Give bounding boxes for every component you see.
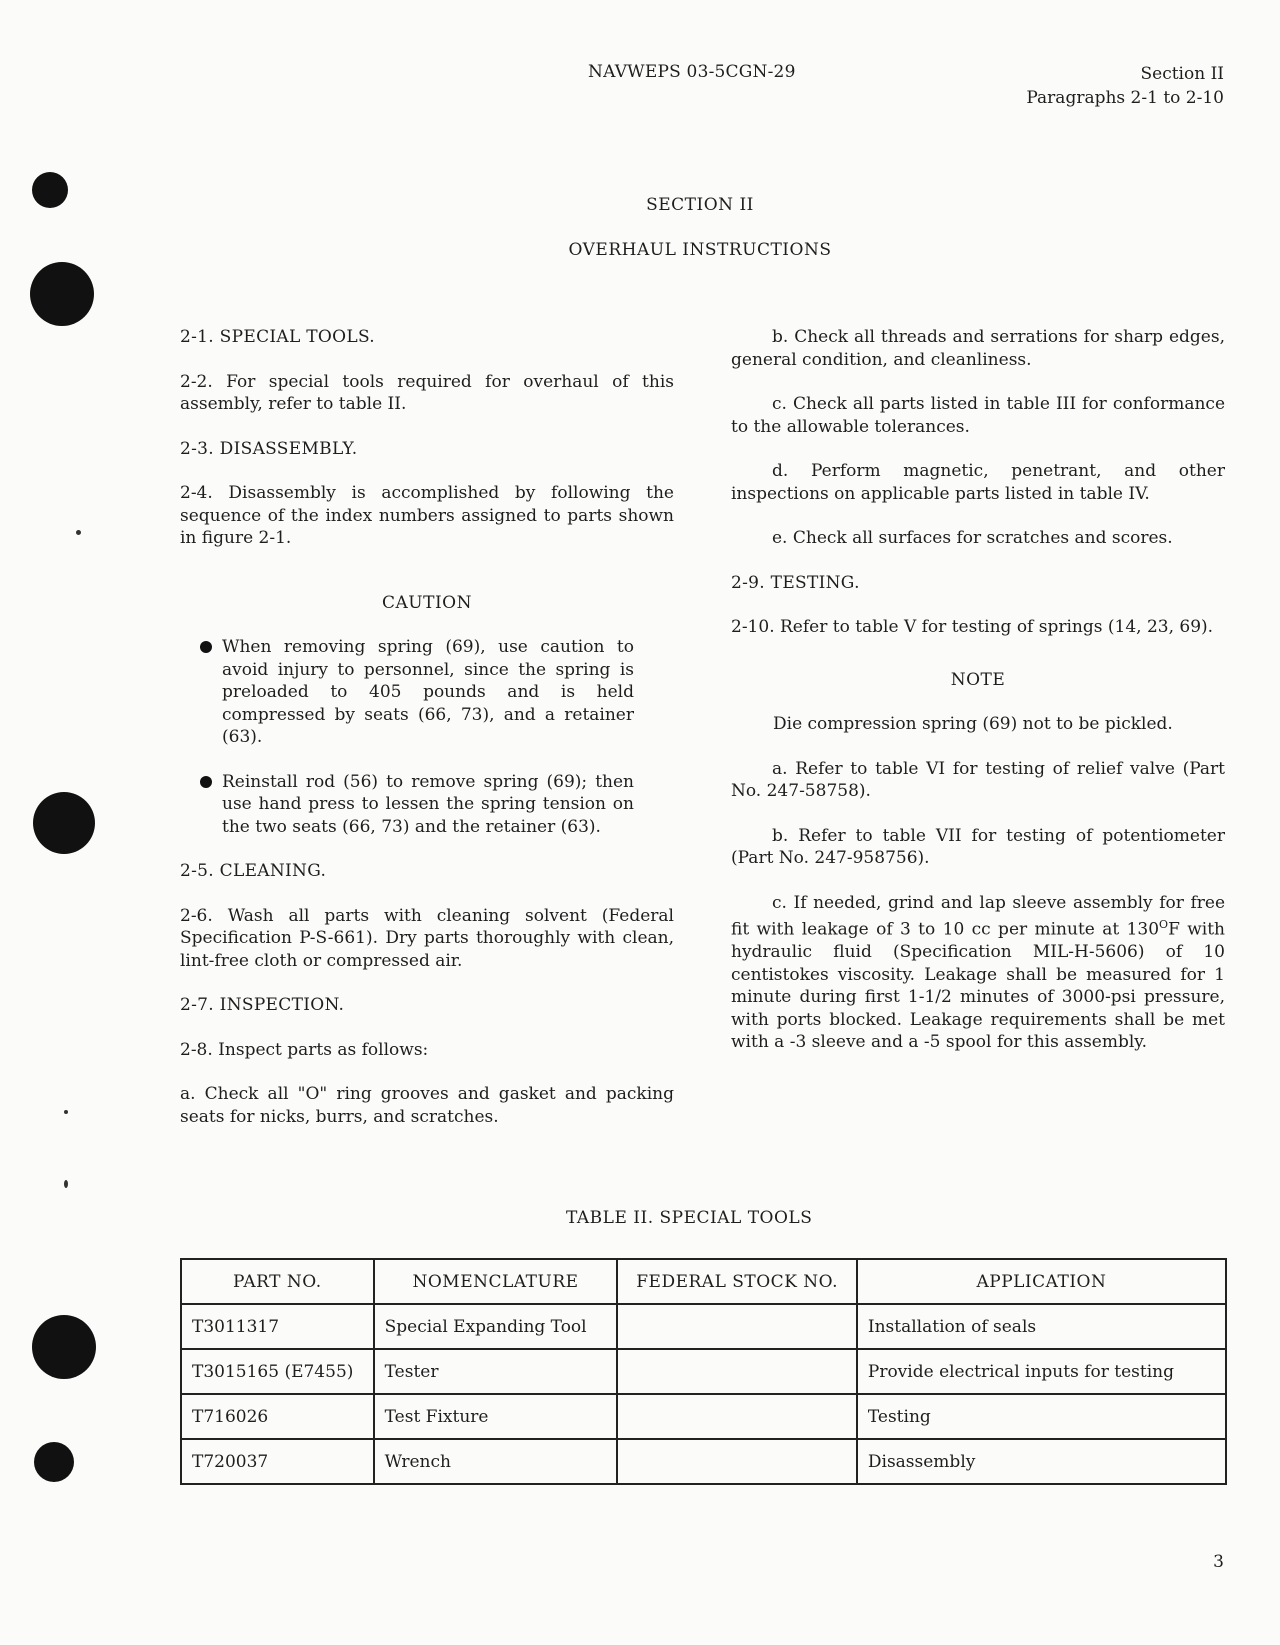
column-header: FEDERAL STOCK NO. xyxy=(617,1259,856,1304)
table-row xyxy=(181,1304,1226,1349)
part-no-cell: T720037 xyxy=(181,1439,374,1484)
table-row xyxy=(181,1349,1226,1394)
nomenclature-cell: Wrench xyxy=(374,1439,618,1484)
nomenclature-cell: Test Fixture xyxy=(374,1394,618,1439)
paragraphs-label: Paragraphs 2-1 to 2-10 xyxy=(1026,88,1224,108)
column-header: APPLICATION xyxy=(857,1259,1226,1304)
para-2-10c-part1: c. If needed, grind and lap sleeve assembly for free fit with leakage of 3 to 10 cc per minute at 130 xyxy=(731,892,1225,940)
part-no-cell: T3015165 (E7455) xyxy=(181,1349,374,1394)
special-tools-table xyxy=(180,1258,1227,1485)
bullet-icon xyxy=(200,776,212,788)
para-2-8: 2-8. Inspect parts as follows: xyxy=(180,1039,429,1060)
section-title: SECTION II xyxy=(646,195,754,215)
caution-item xyxy=(200,771,634,839)
para-2-7: 2-7. INSPECTION. xyxy=(180,995,345,1015)
section-reference xyxy=(1026,62,1224,110)
scan-speck xyxy=(64,1180,68,1188)
para-2-10: 2-10. Refer to table V for testing of springs (14, 23, 69). xyxy=(731,617,1214,637)
caution-text: Reinstall rod (56) to remove spring (69); then use hand press to lessen the spring tension on the two seats (66, 73) and the retainer (63). xyxy=(222,771,634,837)
para-2-5: 2-5. CLEANING. xyxy=(180,861,327,881)
section-name: OVERHAUL INSTRUCTIONS xyxy=(568,240,832,260)
para-2-10b: b. Refer to table VII for testing of potentiometer (Part No. 247-958756). xyxy=(731,825,1225,868)
stock-no-cell xyxy=(617,1349,856,1394)
caution-title: CAUTION xyxy=(382,592,472,613)
caution-item xyxy=(200,636,634,749)
note-text: Die compression spring (69) not to be pickled. xyxy=(773,714,1173,734)
nomenclature-cell: Special Expanding Tool xyxy=(374,1304,618,1349)
para-2-8d: d. Perform magnetic, penetrant, and other inspections on applicable parts listed in table IV. xyxy=(731,461,1225,504)
bullet-icon xyxy=(200,641,212,653)
degree-mark: O xyxy=(1159,918,1169,931)
para-2-4: 2-4. Disassembly is accomplished by following the sequence of the index numbers assigned to parts shown in figure 2-1. xyxy=(180,483,674,548)
para-2-8b: b. Check all threads and serrations for sharp edges, general condition, and cleanliness. xyxy=(731,327,1225,370)
note-title: NOTE xyxy=(950,669,1006,690)
para-2-10c-part2: F with hydraulic fluid (Specification MIL-H-5606) of 10 centistokes viscosity. Leakage shall be measured for 1 minute during first 1-1/2 minutes of 3000-psi pressure, with ports blocked. Leakage requirements shall be met with a -3 sleeve and a -5 spool for this assembly. xyxy=(731,919,1226,1053)
nomenclature-cell: Tester xyxy=(374,1349,618,1394)
para-2-6: 2-6. Wash all parts with cleaning solvent (Federal Specification P-S-661). Dry parts thoroughly with clean, lint-free cloth or compressed air. xyxy=(180,905,674,971)
para-2-8e: e. Check all surfaces for scratches and scores. xyxy=(772,528,1173,548)
doc-number: NAVWEPS 03-5CGN-29 xyxy=(588,62,796,82)
part-no-cell: T716026 xyxy=(181,1394,374,1439)
stock-no-cell xyxy=(617,1394,856,1439)
application-cell: Provide electrical inputs for testing xyxy=(857,1349,1226,1394)
column-header: PART NO. xyxy=(181,1259,374,1304)
scan-speck xyxy=(76,530,81,535)
binder-hole-icon xyxy=(33,792,95,854)
application-cell: Installation of seals xyxy=(857,1304,1226,1349)
stock-no-cell xyxy=(617,1439,856,1484)
application-cell: Testing xyxy=(857,1394,1226,1439)
caution-text: When removing spring (69), use caution to avoid injury to personnel, since the spring is preloaded to 405 pounds and is held compressed by seats (66, 73), and a retainer (63). xyxy=(222,637,634,747)
part-no-cell: T3011317 xyxy=(181,1304,374,1349)
para-2-1: 2-1. SPECIAL TOOLS. xyxy=(180,327,376,347)
right-column xyxy=(731,326,1225,1076)
table-row xyxy=(181,1439,1226,1484)
para-2-3: 2-3. DISASSEMBLY. xyxy=(180,438,358,459)
binder-hole-icon xyxy=(32,1315,96,1379)
para-2-10c xyxy=(731,892,1225,1054)
column-header: NOMENCLATURE xyxy=(374,1259,618,1304)
stock-no-cell xyxy=(617,1304,856,1349)
section-label: Section II xyxy=(1140,64,1224,84)
binder-hole-icon xyxy=(34,1442,74,1482)
left-column xyxy=(180,326,674,1150)
para-2-8a: a. Check all "O" ring grooves and gasket and packing seats for nicks, burrs, and scratches. xyxy=(180,1084,674,1127)
binder-hole-icon xyxy=(30,262,94,326)
para-2-8c: c. Check all parts listed in table III for conformance to the allowable tolerances. xyxy=(731,394,1225,437)
para-2-2: 2-2. For special tools required for overhaul of this assembly, refer to table II. xyxy=(180,371,674,414)
application-cell: Disassembly xyxy=(857,1439,1226,1484)
scan-speck xyxy=(64,1110,68,1114)
table-title: TABLE II. SPECIAL TOOLS xyxy=(566,1208,813,1228)
table-row xyxy=(181,1394,1226,1439)
para-2-10a: a. Refer to table VI for testing of relief valve (Part No. 247-58758). xyxy=(731,758,1225,801)
para-2-9: 2-9. TESTING. xyxy=(731,572,860,593)
table-header-row xyxy=(181,1259,1226,1304)
page-number: 3 xyxy=(1213,1552,1224,1572)
